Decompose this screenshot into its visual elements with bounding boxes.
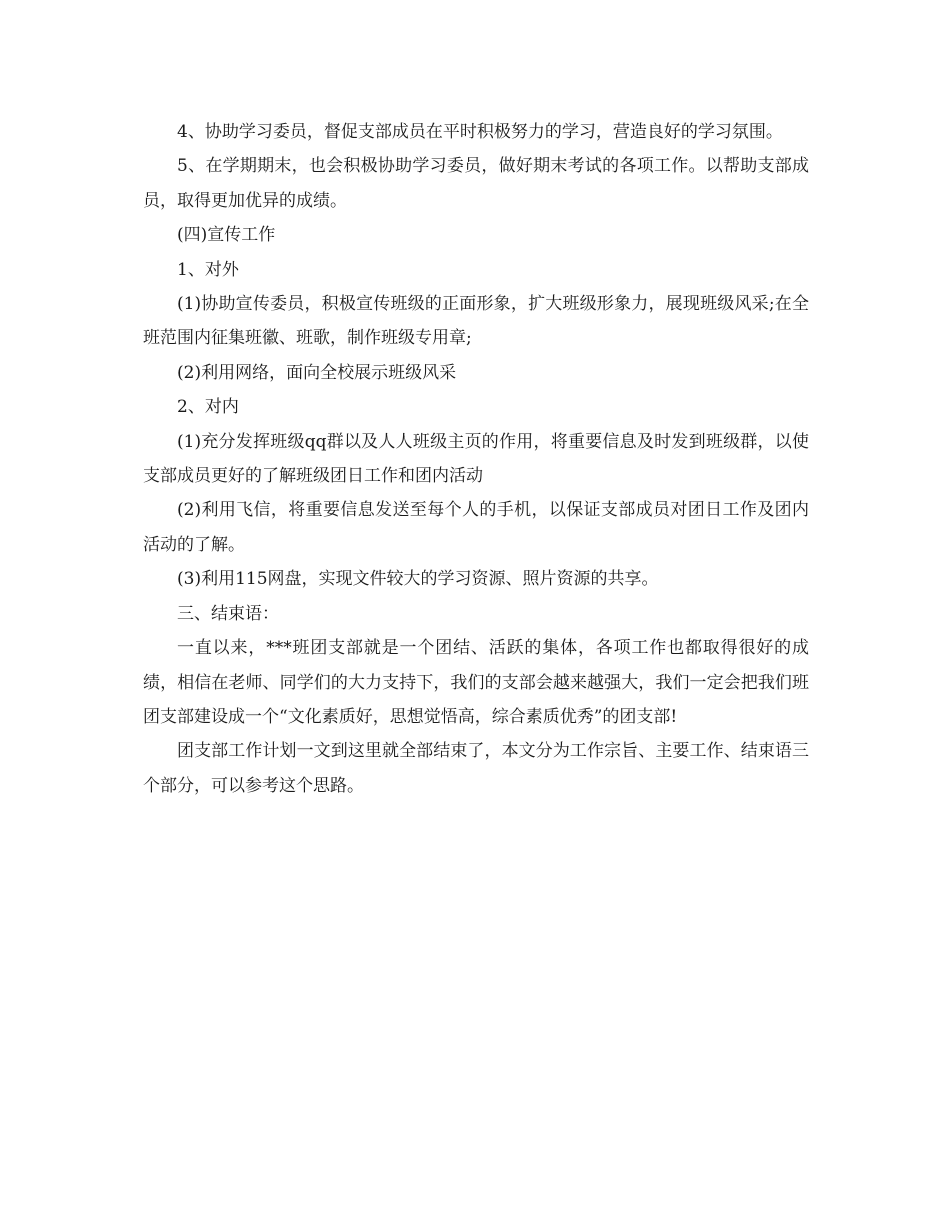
subheading-external: 1、对外 <box>177 259 239 280</box>
section-heading-conclusion: 三、结束语： <box>177 603 279 624</box>
paragraph-summary: 团支部工作计划一文到这里就全部结束了，本文分为工作宗旨、主要工作、结束语三个部分，可以参考这个思路。 <box>143 741 809 796</box>
section-heading-publicity: (四)宣传工作 <box>177 225 276 246</box>
paragraph-internal-1: (1)充分发挥班级qq群以及人人班级主页的作用，将重要信息及时发到班级群，以使支部成员更好的了解班级团日工作和团内活动 <box>143 431 809 487</box>
document-body <box>143 115 809 803</box>
paragraph-internal-3: (3)利用115网盘，实现文件较大的学习资源、照片资源的共享。 <box>177 569 659 590</box>
paragraph-external-1: (1)协助宣传委员，积极宣传班级的正面形象，扩大班级形象力，展现班级风采;在全班范围内征集班徽、班歌，制作班级专用章; <box>143 294 809 349</box>
paragraph-item-4: 4、协助学习委员，督促支部成员在平时积极努力的学习，营造良好的学习氛围。 <box>177 122 783 142</box>
paragraph-external-2: (2)利用网络，面向全校展示班级风采 <box>177 362 457 383</box>
paragraph-item-5: 5、在学期期末，也会积极协助学习委员，做好期末考试的各项工作。以帮助支部成员，取得更加优异的成绩。 <box>143 156 809 211</box>
subheading-internal: 2、对内 <box>177 397 239 418</box>
paragraph-internal-2: (2)利用飞信，将重要信息发送至每个人的手机，以保证支部成员对团日工作及团内活动的了解。 <box>143 500 809 555</box>
paragraph-conclusion: 一直以来，***班团支部就是一个团结、活跃的集体，各项工作也都取得很好的成绩，相信在老师、同学们的大力支持下，我们的支部会越来越强大，我们一定会把我们班团支部建设成一个“文化素质好，思想觉悟高，综合素质优秀”的团支部! <box>143 638 809 727</box>
